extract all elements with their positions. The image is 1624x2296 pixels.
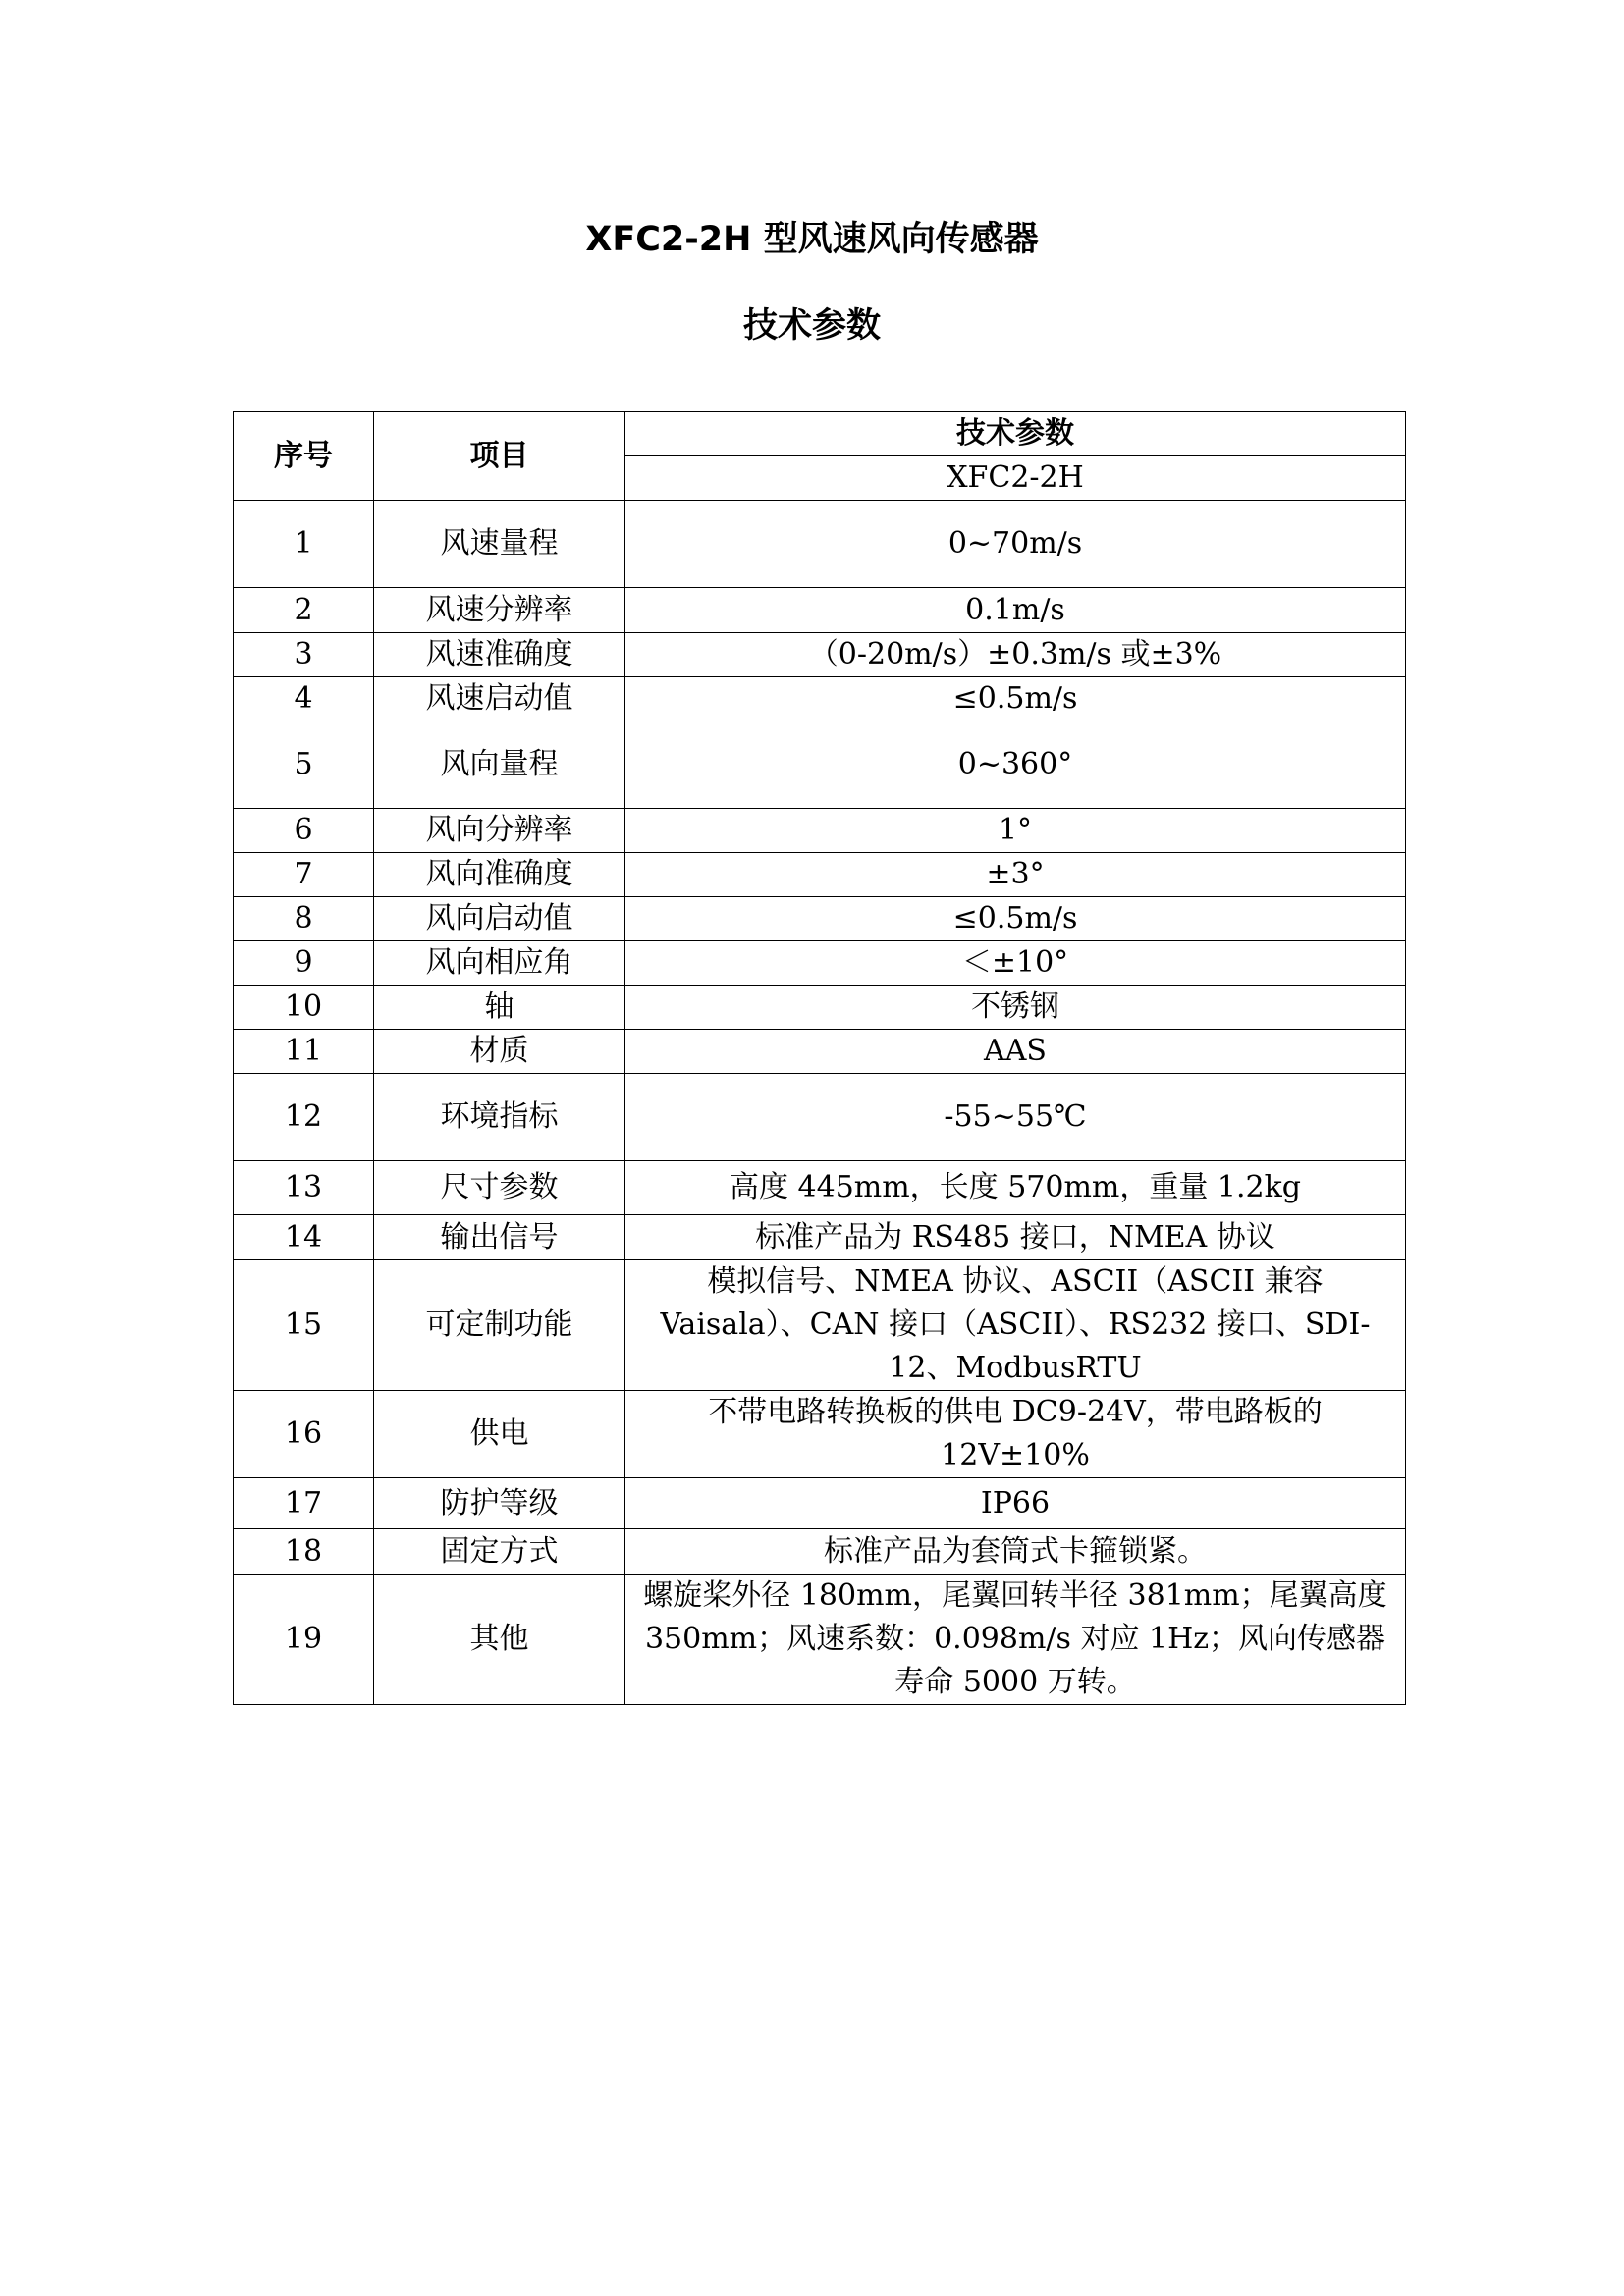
row-item: 风速准确度 <box>374 633 625 677</box>
row-value: （0-20m/s）±0.3m/s 或±3% <box>625 633 1406 677</box>
row-value: 标准产品为套筒式卡箍锁紧。 <box>625 1529 1406 1575</box>
row-seq: 3 <box>234 633 374 677</box>
row-seq: 9 <box>234 941 374 986</box>
row-item: 风向启动值 <box>374 897 625 941</box>
table-row <box>234 986 1406 1030</box>
row-seq: 10 <box>234 986 374 1030</box>
row-value: 0~70m/s <box>625 501 1406 588</box>
row-item: 风向准确度 <box>374 853 625 897</box>
row-seq: 13 <box>234 1161 374 1215</box>
row-value: 0~360° <box>625 721 1406 809</box>
row-seq: 17 <box>234 1478 374 1529</box>
row-value: IP66 <box>625 1478 1406 1529</box>
header-params: 技术参数 <box>625 412 1406 456</box>
row-item: 风速量程 <box>374 501 625 588</box>
table-row <box>234 941 1406 986</box>
row-value: 螺旋桨外径 180mm，尾翼回转半径 381mm；尾翼高度 350mm；风速系数：0.098m/s 对应 1Hz；风向传感器寿命 5000 万转。 <box>625 1575 1406 1705</box>
header-item: 项目 <box>374 412 625 501</box>
header-seq: 序号 <box>234 412 374 501</box>
row-value: 高度 445mm，长度 570mm，重量 1.2kg <box>625 1161 1406 1215</box>
row-seq: 5 <box>234 721 374 809</box>
table-row <box>234 1161 1406 1215</box>
document-title: XFC2-2H 型风速风向传感器 <box>585 220 1039 259</box>
spec-table <box>233 411 1406 1705</box>
row-item: 固定方式 <box>374 1529 625 1575</box>
table-row <box>234 677 1406 721</box>
row-value: 标准产品为 RS485 接口，NMEA 协议 <box>625 1215 1406 1260</box>
row-value: 不带电路转换板的供电 DC9-24V，带电路板的 12V±10% <box>625 1391 1406 1478</box>
row-item: 材质 <box>374 1030 625 1074</box>
table-row <box>234 633 1406 677</box>
row-item: 风速分辨率 <box>374 588 625 633</box>
row-value: AAS <box>625 1030 1406 1074</box>
table-row <box>234 721 1406 809</box>
row-value: ＜±10° <box>625 941 1406 986</box>
document-subtitle: 技术参数 <box>742 306 881 346</box>
row-item: 可定制功能 <box>374 1260 625 1391</box>
row-seq: 6 <box>234 809 374 853</box>
row-seq: 2 <box>234 588 374 633</box>
table-row <box>234 1260 1406 1391</box>
table-row <box>234 853 1406 897</box>
row-item: 输出信号 <box>374 1215 625 1260</box>
row-seq: 14 <box>234 1215 374 1260</box>
row-value: 1° <box>625 809 1406 853</box>
header-model: XFC2-2H <box>625 456 1406 501</box>
table-row <box>234 1391 1406 1478</box>
row-seq: 19 <box>234 1575 374 1705</box>
row-item: 风向分辨率 <box>374 809 625 853</box>
table-row <box>234 501 1406 588</box>
row-item: 环境指标 <box>374 1074 625 1161</box>
table-row <box>234 1215 1406 1260</box>
row-value: ≤0.5m/s <box>625 897 1406 941</box>
row-value: 不锈钢 <box>625 986 1406 1030</box>
row-seq: 11 <box>234 1030 374 1074</box>
table-row <box>234 1030 1406 1074</box>
spec-table-header <box>234 412 1406 501</box>
row-seq: 16 <box>234 1391 374 1478</box>
row-seq: 4 <box>234 677 374 721</box>
row-item: 防护等级 <box>374 1478 625 1529</box>
row-item: 风向相应角 <box>374 941 625 986</box>
row-value: ≤0.5m/s <box>625 677 1406 721</box>
row-seq: 18 <box>234 1529 374 1575</box>
table-row <box>234 1575 1406 1705</box>
row-seq: 12 <box>234 1074 374 1161</box>
table-row <box>234 1529 1406 1575</box>
row-value: ±3° <box>625 853 1406 897</box>
row-seq: 15 <box>234 1260 374 1391</box>
table-row <box>234 1074 1406 1161</box>
row-item: 供电 <box>374 1391 625 1478</box>
row-item: 风速启动值 <box>374 677 625 721</box>
row-seq: 8 <box>234 897 374 941</box>
row-item: 轴 <box>374 986 625 1030</box>
row-seq: 7 <box>234 853 374 897</box>
row-value: -55~55℃ <box>625 1074 1406 1161</box>
table-row <box>234 588 1406 633</box>
row-value: 0.1m/s <box>625 588 1406 633</box>
table-row <box>234 1478 1406 1529</box>
row-value: 模拟信号、NMEA 协议、ASCII（ASCII 兼容 Vaisala）、CAN 接口（ASCII）、RS232 接口、SDI-12、ModbusRTU <box>625 1260 1406 1391</box>
table-row <box>234 809 1406 853</box>
row-item: 其他 <box>374 1575 625 1705</box>
row-item: 风向量程 <box>374 721 625 809</box>
table-row <box>234 897 1406 941</box>
row-item: 尺寸参数 <box>374 1161 625 1215</box>
row-seq: 1 <box>234 501 374 588</box>
